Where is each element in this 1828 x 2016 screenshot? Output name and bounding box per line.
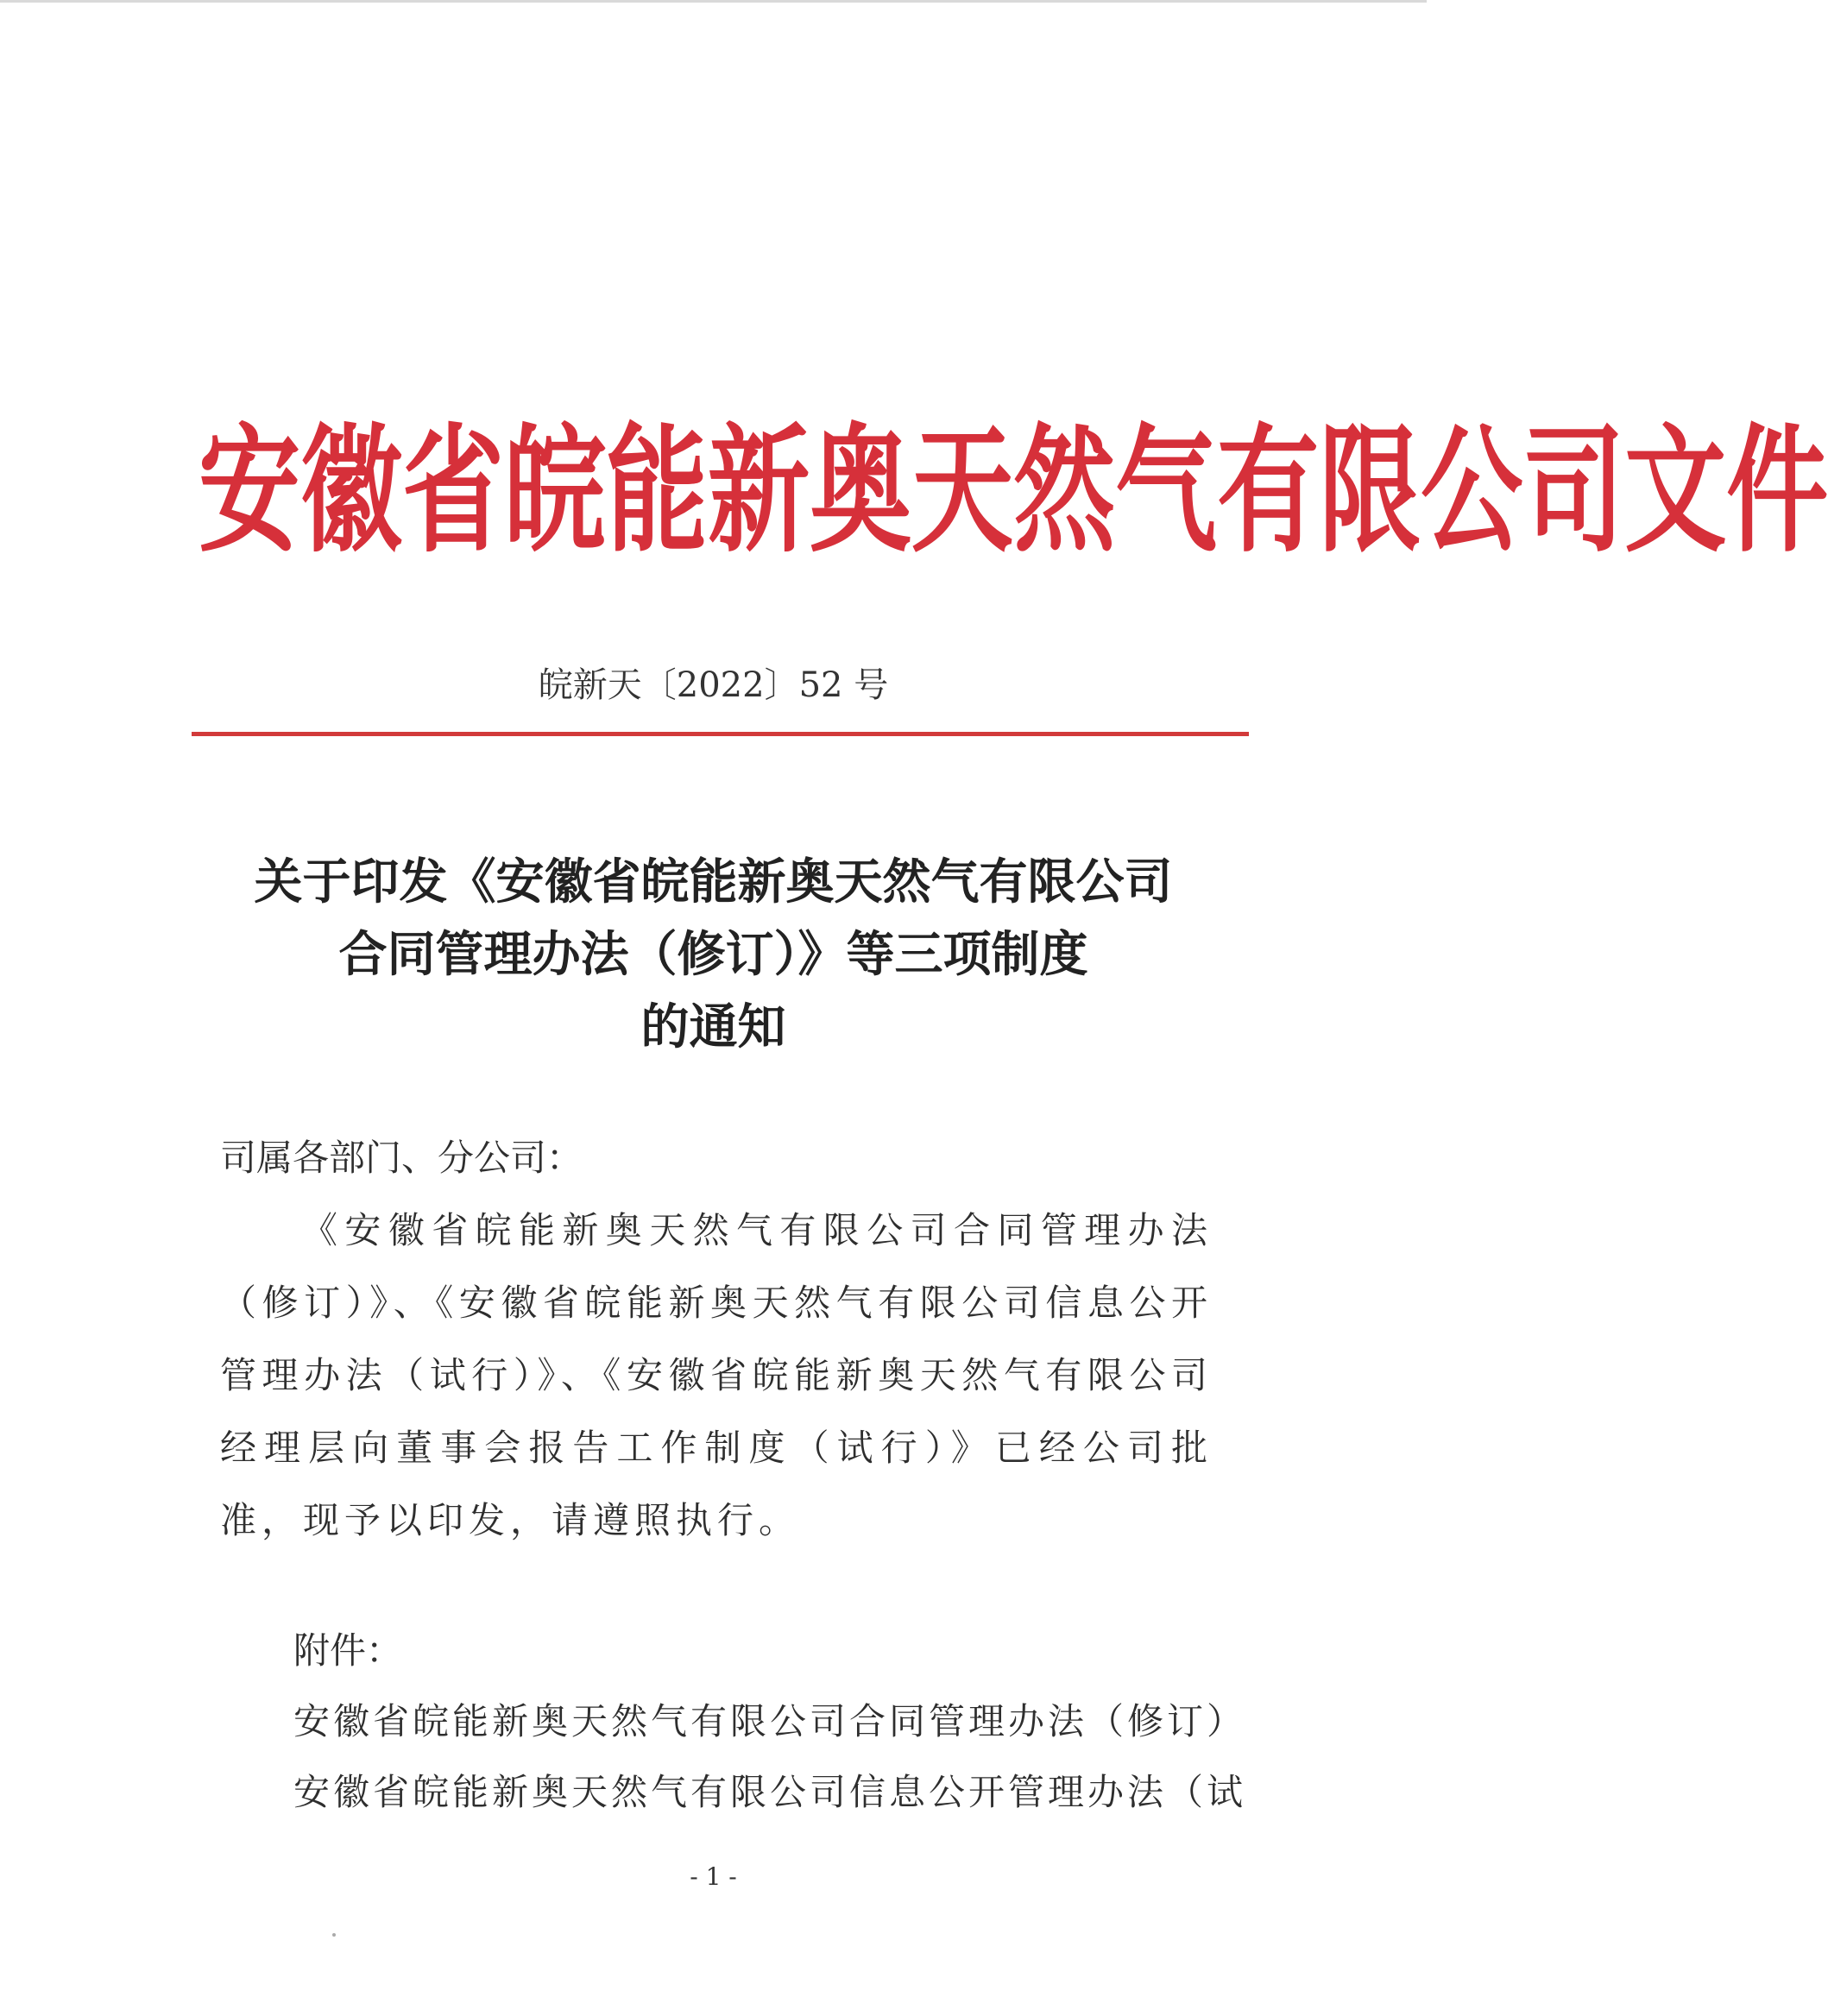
attachments-label: 附件： bbox=[293, 1629, 403, 1672]
attachment-item: 安徽省皖能新奥天然气有限公司信息公开管理办法（试 bbox=[293, 1771, 1247, 1813]
header-char: 气 bbox=[1115, 410, 1218, 571]
notice-title bbox=[173, 846, 1254, 1063]
page-number: - 1 - bbox=[690, 1862, 737, 1891]
header-char: 徽 bbox=[300, 410, 403, 571]
header-char: 皖 bbox=[504, 410, 607, 571]
header-char: 司 bbox=[1522, 410, 1625, 571]
header-char: 奥 bbox=[810, 410, 912, 571]
header-char: 有 bbox=[1217, 410, 1320, 571]
salutation: 司属各部门、分公司： bbox=[220, 1137, 583, 1179]
header-char: 公 bbox=[1421, 410, 1523, 571]
header-char: 件 bbox=[1726, 410, 1828, 571]
header-char: 新 bbox=[708, 410, 810, 571]
notice-body bbox=[220, 1122, 1213, 1557]
header-char: 文 bbox=[1624, 410, 1727, 571]
scan-speck bbox=[332, 1933, 336, 1937]
header-char: 限 bbox=[1319, 410, 1421, 571]
header-char: 安 bbox=[199, 410, 301, 571]
red-header-title bbox=[199, 351, 1828, 608]
notice-title-line: 合同管理办法（修订）》等三项制度 bbox=[338, 926, 1088, 983]
notice-title-line: 关于印发《安徽省皖能新奥天然气有限公司 bbox=[254, 854, 1173, 910]
header-char: 天 bbox=[911, 410, 1014, 571]
red-divider-line bbox=[192, 732, 1249, 736]
header-char: 能 bbox=[606, 410, 709, 571]
attachment-item: 安徽省皖能新奥天然气有限公司合同管理办法（修订） bbox=[293, 1700, 1247, 1742]
document-number: 皖新天〔2022〕52 号 bbox=[538, 665, 889, 705]
header-char: 省 bbox=[402, 410, 505, 571]
body-paragraph: 《安徽省皖能新奥天然气有限公司合同管理办法（修订）》、《安徽省皖能新奥天然气有限公司信息公开管理办法（试行）》、《安徽省皖能新奥天然气有限公司经理层向董事会报告工作制度（试行）》已经公司批准，现予以印发，请遵照执行。 bbox=[220, 1209, 1213, 1541]
header-char: 然 bbox=[1013, 410, 1116, 571]
notice-title-line: 的通知 bbox=[640, 999, 786, 1055]
scan-edge bbox=[0, 0, 1427, 3]
